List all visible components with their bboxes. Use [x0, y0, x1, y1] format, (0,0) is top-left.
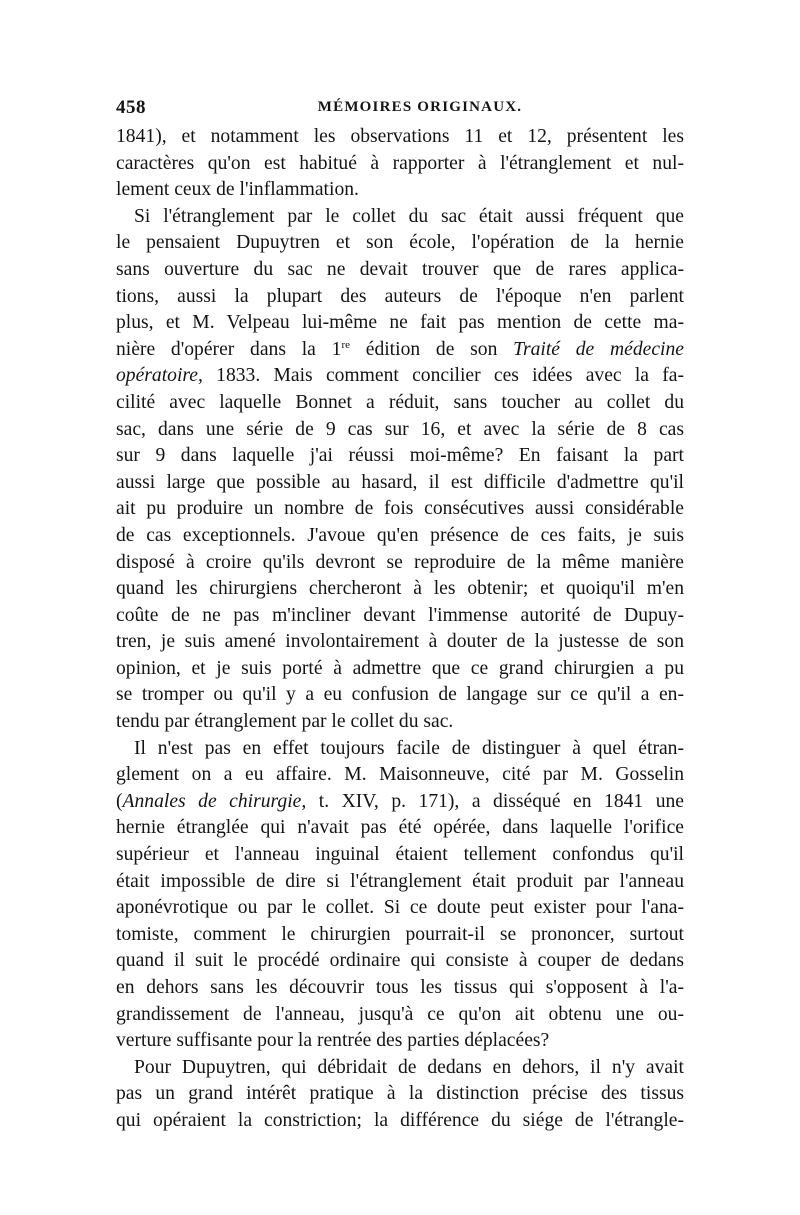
text-line: se tromper ou qu'il y a eu confusion de langage sur ce qu'il a en-	[116, 684, 684, 706]
text-line: sur 9 dans laquelle j'ai réussi moi-même? En faisant la part	[116, 445, 684, 467]
text-line: tions, aussi la plupart des auteurs de l'époque n'en parlent	[116, 285, 684, 307]
text-line: tendu par étranglement par le collet du sac.	[116, 711, 454, 733]
body-text	[116, 124, 684, 1135]
text-line	[116, 363, 684, 390]
text-segment: 1833. Mais comment concilier ces idées avec la fa-	[202, 365, 684, 387]
text-line: sans ouverture du sac ne devait trouver que de rares applica-	[116, 258, 684, 280]
text-line: pas un grand intérêt pratique à la distinction précise des tissus	[116, 1083, 684, 1105]
text-line	[116, 789, 684, 816]
text-line: glement on a eu affaire. M. Maisonneuve, cité par M. Gosselin	[116, 764, 684, 786]
italic-title: Annales de chirurgie,	[122, 790, 307, 812]
text-line: coûte de ne pas m'incliner devant l'immense autorité de Dupuy-	[116, 604, 684, 626]
text-segment: (	[116, 790, 123, 812]
text-line: était impossible de dire si l'étranglement était produit par l'anneau	[116, 870, 684, 892]
text-line: grandissement de l'anneau, jusqu'à ce qu'on ait obtenu une ou-	[116, 1003, 684, 1025]
text-segment: édition de son	[349, 338, 514, 360]
page-number: 458	[116, 97, 146, 118]
text-line: en dehors sans les découvrir tous les tissus qui s'opposent à l'a-	[116, 977, 684, 998]
text-line: opinion, et je suis porté à admettre que ce grand chirurgien a pu	[116, 657, 684, 679]
text-line: verture suffisante pour la rentrée des parties déplacées?	[116, 1030, 550, 1052]
text-line: ait pu produire un nombre de fois consécutives aussi considérable	[116, 498, 684, 520]
running-head: MÉMOIRES ORIGINAUX.	[317, 99, 523, 115]
text-line: 1841), et notamment les observations 11 et 12, présentent les	[116, 126, 684, 147]
text-line: tomiste, comment le chirurgien pourrait-il se prononcer, surtout	[116, 923, 684, 945]
text-line: supérieur et l'anneau inguinal étaient tellement confondus qu'il	[116, 844, 684, 866]
italic-title: Traité de médecine	[513, 338, 684, 360]
text-line: cilité avec laquelle Bonnet a réduit, sans toucher au collet du	[116, 391, 684, 413]
text-line: caractères qu'on est habitué à rapporter à l'étranglement et nul-	[116, 152, 684, 174]
superscript: re	[341, 338, 350, 351]
text-line: Si l'étranglement par le collet du sac était aussi fréquent que	[134, 205, 684, 227]
text-line: Il n'est pas en effet toujours facile de distinguer à quel étran-	[134, 737, 684, 759]
text-line: qui opéraient la constriction; la différence du siége de l'étrangle-	[116, 1109, 684, 1131]
text-segment: t. XIV, p. 171), a disséqué en 1841 une	[306, 790, 684, 812]
text-line: Pour Dupuytren, qui débridait de dedans en dehors, il n'y avait	[134, 1056, 684, 1078]
text-line: de cas exceptionnels. J'avoue qu'en présence de ces faits, je suis	[116, 524, 684, 546]
text-line: lement ceux de l'inflammation.	[116, 179, 359, 201]
page-header	[116, 97, 684, 125]
text-line: hernie étranglée qui n'avait pas été opérée, dans laquelle l'orifice	[116, 817, 684, 839]
italic-title: opératoire,	[116, 365, 203, 387]
text-line: sac, dans une série de 9 cas sur 16, et avec la série de 8 cas	[116, 418, 684, 440]
text-line: tren, je suis amené involontairement à douter de la justesse de son	[116, 631, 684, 653]
text-line: le pensaient Dupuytren et son école, l'opération de la hernie	[116, 232, 684, 254]
text-line: aussi large que possible au hasard, il est difficile d'admettre qu'il	[116, 471, 684, 493]
text-line	[116, 337, 684, 364]
text-line: disposé à croire qu'ils devront se reproduire de la même manière	[116, 551, 684, 573]
text-line: quand il suit le procédé ordinaire qui consiste à couper de dedans	[116, 950, 684, 972]
text-line: quand les chirurgiens chercheront à les obtenir; et quoiqu'il m'en	[116, 578, 684, 600]
text-line: aponévrotique ou par le collet. Si ce doute peut exister pour l'ana-	[116, 897, 684, 919]
text-line: plus, et M. Velpeau lui-même ne fait pas mention de cette ma-	[116, 312, 684, 334]
text-segment: nière d'opérer dans la 1	[116, 338, 342, 360]
